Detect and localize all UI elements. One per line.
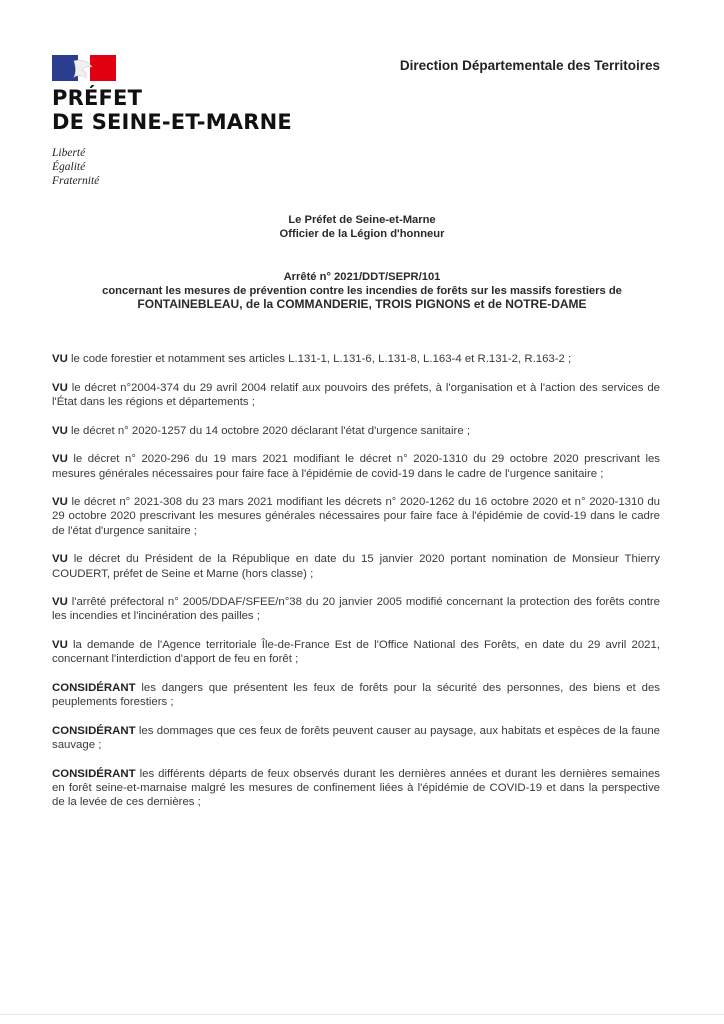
paragraph-considerant-departs (52, 767, 660, 810)
document-body (52, 352, 660, 824)
arrete-subject-line1: concernant les mesures de prévention contre les incendies de forêts sur les massifs forestiers de (102, 284, 622, 297)
paragraph-lead: VU (52, 496, 68, 509)
paragraph-text: les dommages que ces feux de forêts peuvent causer au paysage, aux habitats et espèces de la faune sauvage ; (52, 724, 660, 752)
paragraph-lead: VU (52, 424, 68, 437)
prefecture-title-line1: PRÉFET (52, 86, 143, 110)
paragraph-lead: VU (52, 596, 68, 609)
paragraph-vu-decret-2004 (52, 381, 660, 409)
paragraph-text: le décret du Président de la République en date du 15 janvier 2020 portant nomination de Monsieur Thierry COUDERT, préfet de Seine et Marne (hors classe) ; (52, 553, 660, 580)
paragraph-text: le décret n° 2020-1257 du 14 octobre 2020 déclarant l'état d'urgence sanitaire ; (67, 424, 470, 437)
paragraph-text: les différents départs de feux observés durant les dernières années et durant les dernières semaines en forêt seine-et-marnaise malgré les mesures de confinement liées à l'épidémie de COVID-19 et dans la perspective de la levée de ces dernières ; (52, 767, 660, 809)
paragraph-text: les dangers que présentent les feux de forêts pour la sécurité des personnes, des biens et des peuplements forestiers ; (52, 682, 660, 709)
marianne-flag-icon (52, 55, 116, 81)
paragraph-considerant-dommages (52, 724, 660, 752)
paragraph-lead: VU (52, 553, 68, 566)
paragraph-lead: VU (52, 453, 68, 466)
paragraph-lead: CONSIDÉRANT (52, 767, 136, 780)
arrete-heading (40, 271, 684, 312)
motto-fraternite: Fraternité (52, 175, 100, 187)
motto-liberte: Liberté (52, 147, 86, 159)
paragraph-lead: CONSIDÉRANT (52, 724, 136, 737)
paragraph-lead: VU (52, 639, 68, 652)
paragraph-vu-decret-2020-296 (52, 452, 660, 480)
paragraph-vu-demande-onf (52, 638, 660, 666)
paragraph-text: le décret n°2004-374 du 29 avril 2004 relatif aux pouvoirs des préfets, à l'organisation et à l'action des services de l'État dans les régions et départements ; (52, 381, 660, 408)
prefecture-title-line2: DE SEINE-ET-MARNE (52, 110, 292, 134)
paragraph-text: la demande de l'Agence territoriale Île-de-France Est de l'Office National des Forêts, en date du 29 avril 2021, concernant l'interdiction d'apport de feu en forêt ; (52, 639, 660, 666)
paragraph-lead: VU (52, 353, 68, 365)
paragraph-vu-arrete-2005 (52, 595, 660, 623)
paragraph-considerant-dangers (52, 681, 660, 709)
arrete-number: Arrêté n° 2021/DDT/SEPR/101 (283, 271, 441, 283)
paragraph-vu-decret-2020-1257 (52, 424, 660, 438)
paragraph-text: le décret n° 2021-308 du 23 mars 2021 modifiant les décrets n° 2020-1262 du 16 octobre 2020 et n° 2020-1310 du 29 octobre 2020 prescrivant les mesures générales nécessaires pour faire face à l'épidémie de covid-19 dans le cadre de l'état d'urgence sanitaire ; (52, 496, 660, 537)
page-bottom-edge (0, 1014, 724, 1015)
motto-egalite: Égalité (52, 161, 86, 173)
paragraph-vu-decret-president (52, 552, 660, 580)
paragraph-text: le décret n° 2020-296 du 19 mars 2021 modifiant le décret n° 2020-1310 du 29 octobre 2020 prescrivant les mesures générales nécessaires pour faire face à l'épidémie de covid-19 dans le cadre de l'urgence sanitaire ; (52, 453, 660, 480)
republic-motto (52, 146, 99, 188)
paragraph-lead: VU (52, 381, 68, 394)
paragraph-vu-decret-2021-308 (52, 495, 660, 538)
authority-line2: Officier de la Légion d'honneur (279, 227, 445, 240)
paragraph-vu-code-forestier (52, 352, 660, 366)
paragraph-text: le code forestier et notamment ses articles L.131-1, L.131-6, L.131-8, L.163-4 et R.131-2, R.163-2 ; (67, 353, 572, 365)
prefecture-title (52, 86, 292, 134)
authority-block (40, 214, 684, 241)
paragraph-text: l'arrêté préfectoral n° 2005/DDAF/SFEE/n°38 du 20 janvier 2005 modifié concernant la protection des forêts contre les incendies et l'incinération des pailles ; (52, 596, 660, 623)
direction-name: Direction Départementale des Territoires (399, 58, 660, 73)
authority-line1: Le Préfet de Seine-et-Marne (288, 214, 436, 226)
paragraph-lead: CONSIDÉRANT (52, 682, 136, 695)
arrete-subject-line2: FONTAINEBLEAU, de la COMMANDERIE, TROIS PIGNONS et de NOTRE-DAME (137, 297, 587, 311)
